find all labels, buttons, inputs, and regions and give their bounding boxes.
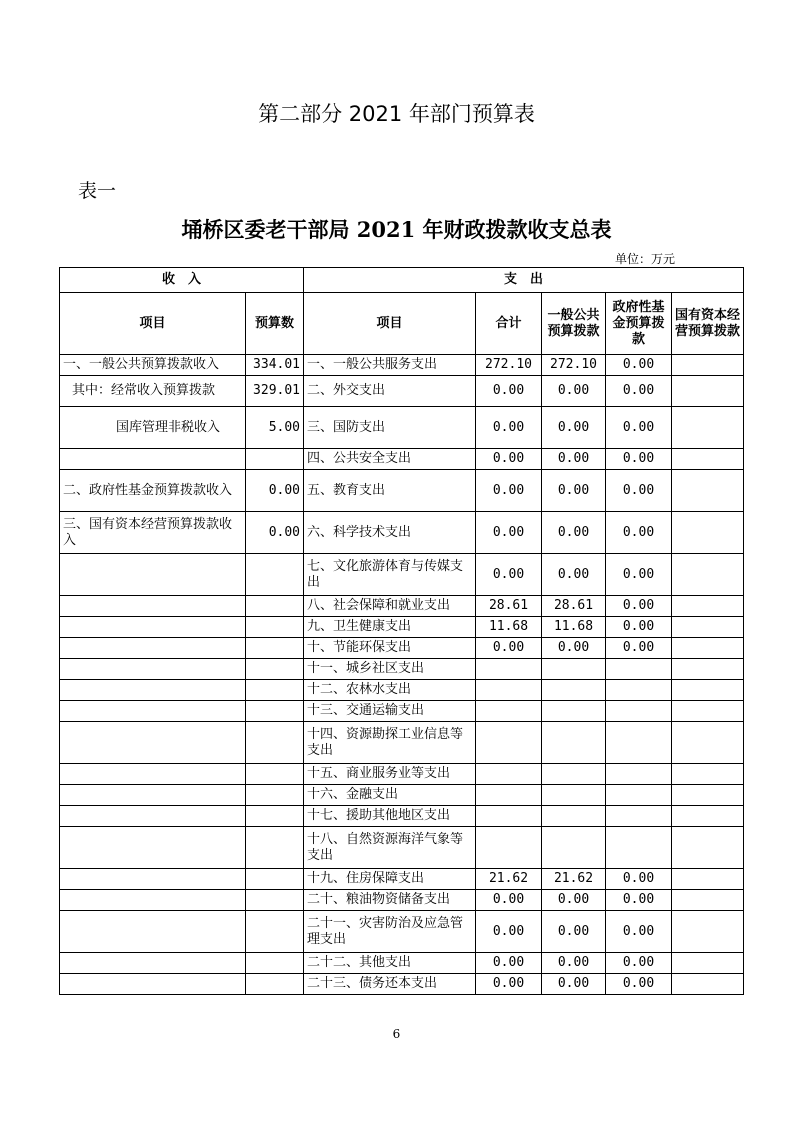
- state-cell: [672, 701, 744, 722]
- fund-cell: [606, 659, 672, 680]
- income-amount-cell: [246, 701, 304, 722]
- general-cell: 0.00: [542, 376, 606, 407]
- total-cell: [476, 827, 542, 869]
- income-amount-cell: 0.00: [246, 470, 304, 512]
- state-cell: [672, 953, 744, 974]
- income-item-cell: [60, 449, 246, 470]
- fund-cell: 0.00: [606, 449, 672, 470]
- state-cell: [672, 554, 744, 596]
- total-cell: 0.00: [476, 512, 542, 554]
- state-cell: [672, 512, 744, 554]
- expense-item-cell: 五、教育支出: [304, 470, 476, 512]
- income-amount-cell: [246, 722, 304, 764]
- state-cell: [672, 638, 744, 659]
- expense-item-cell: 十六、金融支出: [304, 785, 476, 806]
- state-cell: [672, 869, 744, 890]
- income-amount-cell: 5.00: [246, 407, 304, 449]
- general-cell: 0.00: [542, 470, 606, 512]
- general-cell: 0.00: [542, 974, 606, 995]
- state-cell: [672, 785, 744, 806]
- table-row: [60, 911, 744, 953]
- page-number: 6: [392, 1027, 401, 1041]
- state-cell: [672, 722, 744, 764]
- income-amount-cell: [246, 827, 304, 869]
- income-item-header: 项目: [60, 293, 246, 355]
- expense-item-cell: 二十一、灾害防治及应急管理支出: [304, 911, 476, 953]
- general-cell: [542, 659, 606, 680]
- income-item-cell: [60, 617, 246, 638]
- expense-item-cell: 七、文化旅游体育与传媒支出: [304, 554, 476, 596]
- general-cell: [542, 701, 606, 722]
- general-cell: [542, 764, 606, 785]
- total-cell: 0.00: [476, 376, 542, 407]
- income-item-cell: [60, 680, 246, 701]
- table-row: [60, 659, 744, 680]
- state-cell: [672, 376, 744, 407]
- expense-item-cell: 十二、农林水支出: [304, 680, 476, 701]
- unit-label: 单位：万元: [615, 252, 676, 266]
- budget-table: [59, 267, 744, 995]
- income-amount-cell: 329.01: [246, 376, 304, 407]
- expense-item-cell: 十三、交通运输支出: [304, 701, 476, 722]
- general-cell: 21.62: [542, 869, 606, 890]
- state-cell: [672, 911, 744, 953]
- table-row: [60, 785, 744, 806]
- total-cell: [476, 764, 542, 785]
- section-title: 第二部分 2021 年部门预算表: [258, 102, 535, 126]
- income-item-cell: [60, 722, 246, 764]
- table-row: [60, 407, 744, 449]
- total-cell: [476, 701, 542, 722]
- expense-item-cell: 三、国防支出: [304, 407, 476, 449]
- state-cell: [672, 764, 744, 785]
- expense-item-cell: 一、一般公共服务支出: [304, 355, 476, 376]
- state-cell: [672, 806, 744, 827]
- income-item-cell: [60, 638, 246, 659]
- income-item-cell: [60, 785, 246, 806]
- fund-cell: [606, 785, 672, 806]
- income-item-cell: [60, 554, 246, 596]
- total-cell: 0.00: [476, 470, 542, 512]
- income-amount-cell: [246, 680, 304, 701]
- fund-cell: [606, 827, 672, 869]
- income-item-cell: [60, 827, 246, 869]
- table-row: [60, 764, 744, 785]
- state-cell: [672, 974, 744, 995]
- state-cell: [672, 596, 744, 617]
- fund-cell: 0.00: [606, 355, 672, 376]
- expense-item-header: 项目: [304, 293, 476, 355]
- fund-cell: 0.00: [606, 638, 672, 659]
- general-cell: 0.00: [542, 407, 606, 449]
- general-cell: 272.10: [542, 355, 606, 376]
- income-header: 收 入: [60, 268, 304, 293]
- table-row: [60, 554, 744, 596]
- page-title: 埇桥区委老干部局 2021 年财政拨款收支总表: [181, 217, 612, 242]
- expense-item-cell: 四、公共安全支出: [304, 449, 476, 470]
- expense-item-cell: 十八、自然资源海洋气象等支出: [304, 827, 476, 869]
- fund-cell: 0.00: [606, 407, 672, 449]
- income-item-cell: [60, 764, 246, 785]
- expense-item-cell: 二十三、债务还本支出: [304, 974, 476, 995]
- income-item-cell: 国库管理非税收入: [60, 407, 246, 449]
- income-item-cell: [60, 806, 246, 827]
- income-amount-cell: [246, 869, 304, 890]
- table-row: [60, 355, 744, 376]
- income-amount-cell: [246, 953, 304, 974]
- total-cell: 0.00: [476, 638, 542, 659]
- table-label: 表一: [78, 180, 117, 202]
- table-row: [60, 512, 744, 554]
- fund-cell: [606, 764, 672, 785]
- general-cell: 0.00: [542, 512, 606, 554]
- state-capital-header: 国有资本经营预算拨款: [672, 293, 744, 355]
- income-amount-cell: [246, 659, 304, 680]
- table-row: [60, 974, 744, 995]
- total-cell: 0.00: [476, 407, 542, 449]
- fund-cell: [606, 806, 672, 827]
- income-amount-cell: [246, 554, 304, 596]
- fund-cell: [606, 701, 672, 722]
- table-row: [60, 638, 744, 659]
- expense-item-cell: 二、外交支出: [304, 376, 476, 407]
- income-amount-cell: 0.00: [246, 512, 304, 554]
- income-amount-cell: [246, 596, 304, 617]
- fund-cell: [606, 680, 672, 701]
- table-row: [60, 470, 744, 512]
- general-cell: [542, 722, 606, 764]
- income-item-cell: 其中：经常收入预算拨款: [60, 376, 246, 407]
- total-cell: [476, 659, 542, 680]
- table-row: [60, 680, 744, 701]
- income-amount-cell: [246, 764, 304, 785]
- fund-cell: 0.00: [606, 911, 672, 953]
- expense-item-cell: 八、社会保障和就业支出: [304, 596, 476, 617]
- total-cell: 0.00: [476, 974, 542, 995]
- fund-cell: 0.00: [606, 890, 672, 911]
- expense-item-cell: 十四、资源勘探工业信息等支出: [304, 722, 476, 764]
- income-item-cell: [60, 953, 246, 974]
- income-item-cell: 三、国有资本经营预算拨款收入: [60, 512, 246, 554]
- income-item-cell: [60, 701, 246, 722]
- income-amount-cell: [246, 911, 304, 953]
- state-cell: [672, 659, 744, 680]
- table-row: [60, 890, 744, 911]
- total-cell: [476, 680, 542, 701]
- table-row: [60, 869, 744, 890]
- income-item-cell: [60, 974, 246, 995]
- income-item-cell: 二、政府性基金预算拨款收入: [60, 470, 246, 512]
- table-body: [60, 355, 744, 995]
- income-amount-cell: [246, 638, 304, 659]
- state-cell: [672, 680, 744, 701]
- table-row: [60, 827, 744, 869]
- table-row: [60, 596, 744, 617]
- income-amount-cell: [246, 785, 304, 806]
- income-amount-cell: [246, 806, 304, 827]
- general-cell: 28.61: [542, 596, 606, 617]
- state-cell: [672, 470, 744, 512]
- total-cell: 0.00: [476, 953, 542, 974]
- table-row: [60, 953, 744, 974]
- general-cell: [542, 785, 606, 806]
- fund-cell: 0.00: [606, 617, 672, 638]
- income-amount-cell: [246, 974, 304, 995]
- total-cell: 0.00: [476, 890, 542, 911]
- fund-cell: [606, 722, 672, 764]
- fund-cell: 0.00: [606, 869, 672, 890]
- general-cell: 0.00: [542, 953, 606, 974]
- expense-item-cell: 十七、援助其他地区支出: [304, 806, 476, 827]
- general-cell: [542, 827, 606, 869]
- table-row: [60, 449, 744, 470]
- total-cell: 0.00: [476, 554, 542, 596]
- general-cell: [542, 806, 606, 827]
- income-item-cell: 一、一般公共预算拨款收入: [60, 355, 246, 376]
- fund-cell: 0.00: [606, 596, 672, 617]
- fund-cell: 0.00: [606, 512, 672, 554]
- general-cell: 11.68: [542, 617, 606, 638]
- expense-item-cell: 二十、粮油物资储备支出: [304, 890, 476, 911]
- income-amount-cell: [246, 449, 304, 470]
- table-row: [60, 376, 744, 407]
- budget-amount-header: 预算数: [246, 293, 304, 355]
- total-cell: 0.00: [476, 449, 542, 470]
- state-cell: [672, 407, 744, 449]
- total-cell: [476, 806, 542, 827]
- total-header: 合计: [476, 293, 542, 355]
- income-item-cell: [60, 911, 246, 953]
- general-cell: 0.00: [542, 911, 606, 953]
- expense-item-cell: 十、节能环保支出: [304, 638, 476, 659]
- state-cell: [672, 617, 744, 638]
- fund-cell: 0.00: [606, 470, 672, 512]
- fund-cell: 0.00: [606, 554, 672, 596]
- expense-item-cell: 二十二、其他支出: [304, 953, 476, 974]
- state-cell: [672, 827, 744, 869]
- fund-cell: 0.00: [606, 376, 672, 407]
- general-cell: 0.00: [542, 554, 606, 596]
- table-row: [60, 617, 744, 638]
- state-cell: [672, 355, 744, 376]
- income-amount-cell: [246, 890, 304, 911]
- total-cell: 28.61: [476, 596, 542, 617]
- expense-item-cell: 十九、住房保障支出: [304, 869, 476, 890]
- fund-cell: 0.00: [606, 953, 672, 974]
- expense-item-cell: 六、科学技术支出: [304, 512, 476, 554]
- income-amount-cell: [246, 617, 304, 638]
- state-cell: [672, 890, 744, 911]
- general-cell: 0.00: [542, 638, 606, 659]
- gov-fund-header: 政府性基金预算拨款: [606, 293, 672, 355]
- income-item-cell: [60, 890, 246, 911]
- table-row: [60, 722, 744, 764]
- general-public-header: 一般公共预算拨款: [542, 293, 606, 355]
- income-item-cell: [60, 596, 246, 617]
- expense-item-cell: 十一、城乡社区支出: [304, 659, 476, 680]
- general-cell: 0.00: [542, 890, 606, 911]
- income-item-cell: [60, 869, 246, 890]
- total-cell: 11.68: [476, 617, 542, 638]
- expense-item-cell: 十五、商业服务业等支出: [304, 764, 476, 785]
- table-row: [60, 701, 744, 722]
- total-cell: [476, 785, 542, 806]
- table-row: [60, 806, 744, 827]
- total-cell: [476, 722, 542, 764]
- income-item-cell: [60, 659, 246, 680]
- total-cell: 0.00: [476, 911, 542, 953]
- general-cell: 0.00: [542, 449, 606, 470]
- expense-header: 支 出: [304, 268, 744, 293]
- total-cell: 21.62: [476, 869, 542, 890]
- fund-cell: 0.00: [606, 974, 672, 995]
- general-cell: [542, 680, 606, 701]
- expense-item-cell: 九、卫生健康支出: [304, 617, 476, 638]
- total-cell: 272.10: [476, 355, 542, 376]
- state-cell: [672, 449, 744, 470]
- income-amount-cell: 334.01: [246, 355, 304, 376]
